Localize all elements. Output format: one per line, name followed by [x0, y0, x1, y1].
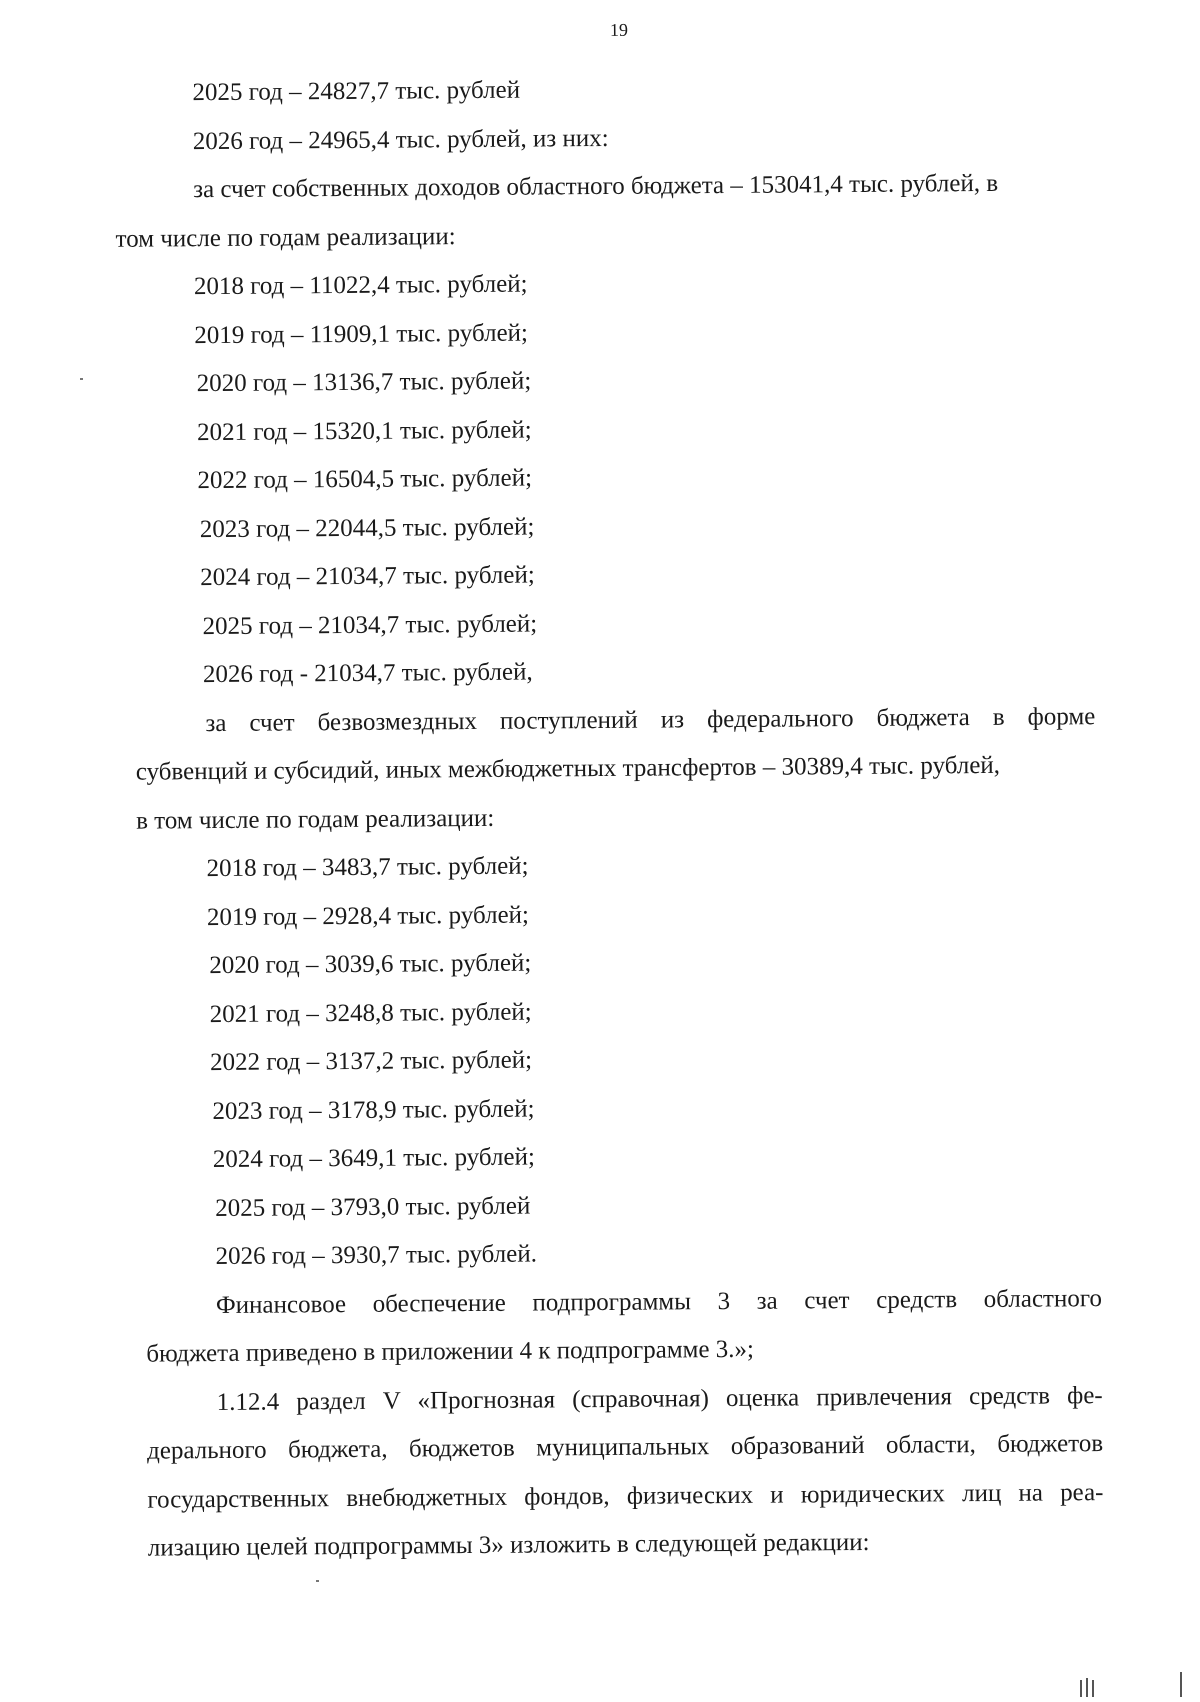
year-line: 2024 год – 3649,1 тыс. рублей; [212, 1143, 535, 1174]
federal-paragraph-line: в том числе по годам реализации: [136, 804, 495, 835]
year-line: 2025 год – 21034,7 тыс. рублей; [202, 609, 538, 640]
financing-section [146, 1274, 1146, 1573]
own-income-year-list [124, 256, 1139, 700]
section-paragraph-line: 1.12.4 раздел V «Прогнозная (справочная) оценка привлечения средств фе- [216, 1381, 1103, 1416]
section-paragraph-line: дерального бюджета, бюджетов муниципальных образований области, бюджетов [146, 1430, 1104, 1465]
year-line: 2018 год – 3483,7 тыс. рублей; [206, 852, 529, 883]
financing-paragraph-line: Финансовое обеспечение подпрограммы 3 за счет средств областного [215, 1284, 1103, 1319]
federal-paragraph-line: субвенций и субсидий, иных межбюджетных трансфертов – 30389,4 тыс. рублей, [135, 751, 1001, 786]
year-line: 2026 год - 21034,7 тыс. рублей, [202, 658, 533, 689]
year-line: 2024 год – 21034,7 тыс. рублей; [200, 561, 535, 592]
year-line: 2021 год – 3248,8 тыс. рублей; [209, 998, 532, 1028]
year-line: 2023 год – 22044,5 тыс. рублей; [199, 513, 535, 543]
year-line: 2025 год – 24827,7 тыс. рублей [192, 76, 521, 107]
document-body [115, 62, 1146, 1573]
year-line: 2018 год – 11022,4 тыс. рублей; [193, 270, 528, 301]
page-number: 19 [609, 19, 629, 40]
year-line: 2022 год – 3137,2 тыс. рублей; [209, 1046, 533, 1077]
section-paragraph-line: лизацию целей подпрограммы 3» изложить в следующей редакции: [147, 1528, 870, 1562]
own-income-paragraph-line: за счет собственных доходов областного бюджета – 153041,4 тыс. рублей, в [193, 169, 999, 204]
financing-paragraph-line: бюджета приведено в приложении 4 к подпрограмме 3.»; [146, 1335, 755, 1368]
year-line: 2023 год – 3178,9 тыс. рублей; [212, 1095, 535, 1125]
federal-paragraph-line: за счет безвозмездных поступлений из федерального бюджета в форме [205, 702, 1096, 737]
top-year-list [115, 62, 1139, 700]
year-line: 2019 год – 2928,4 тыс. рублей; [206, 901, 530, 931]
federal-section [135, 692, 1144, 1282]
year-line: 2020 год – 3039,6 тыс. рублей; [209, 949, 532, 980]
year-line: 2026 год – 24965,4 тыс. рублей, из них: [192, 124, 609, 155]
year-line: 2021 год – 15320,1 тыс. рублей; [196, 416, 532, 446]
own-income-paragraph-line: том числе по годам реализации: [115, 222, 456, 253]
year-line: 2026 год – 3930,7 тыс. рублей. [215, 1240, 538, 1271]
section-paragraph-line: государственных внебюджетных фондов, физических и юридических лиц на реа- [147, 1478, 1104, 1514]
federal-year-list [136, 838, 1143, 1282]
year-line: 2019 год – 11909,1 тыс. рублей; [194, 319, 529, 349]
year-line: 2022 год – 16504,5 тыс. рублей; [197, 464, 533, 495]
year-line: 2025 год – 3793,0 тыс. рублей [215, 1192, 531, 1222]
scan-speck [316, 1580, 319, 1582]
year-line: 2020 год – 13136,7 тыс. рублей; [196, 367, 532, 398]
scan-speck [80, 378, 83, 380]
